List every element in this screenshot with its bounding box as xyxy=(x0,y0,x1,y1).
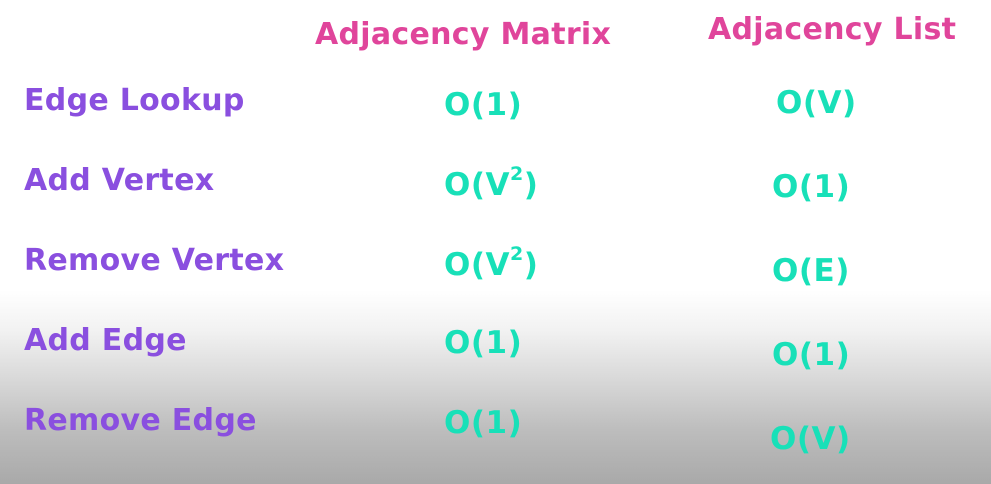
row-label-remove-vertex: Remove Vertex xyxy=(24,243,285,278)
row-label-add-edge: Add Edge xyxy=(24,323,187,358)
matrix-remove-vertex-base: O(V xyxy=(444,247,511,283)
list-add-vertex: O(1) xyxy=(772,169,851,205)
matrix-add-edge: O(1) xyxy=(444,325,523,361)
matrix-edge-lookup: O(1) xyxy=(444,87,523,123)
matrix-add-vertex-exponent: 2 xyxy=(510,162,524,185)
matrix-remove-vertex-close: ) xyxy=(523,247,539,283)
header-adjacency-list: Adjacency List xyxy=(708,12,957,47)
row-label-add-vertex: Add Vertex xyxy=(24,163,215,198)
list-edge-lookup: O(V) xyxy=(776,85,857,121)
row-label-remove-edge: Remove Edge xyxy=(24,403,257,438)
header-adjacency-matrix: Adjacency Matrix xyxy=(315,17,612,52)
list-add-edge: O(1) xyxy=(772,337,851,373)
matrix-remove-edge: O(1) xyxy=(444,405,523,441)
list-remove-vertex: O(E) xyxy=(772,253,850,289)
list-remove-edge: O(V) xyxy=(770,421,851,457)
matrix-add-vertex-close: ) xyxy=(523,167,539,203)
row-label-edge-lookup: Edge Lookup xyxy=(24,83,245,118)
matrix-add-vertex-base: O(V xyxy=(444,167,511,203)
matrix-remove-vertex-exponent: 2 xyxy=(510,242,524,265)
matrix-add-vertex xyxy=(444,162,539,203)
matrix-remove-vertex xyxy=(444,242,539,283)
